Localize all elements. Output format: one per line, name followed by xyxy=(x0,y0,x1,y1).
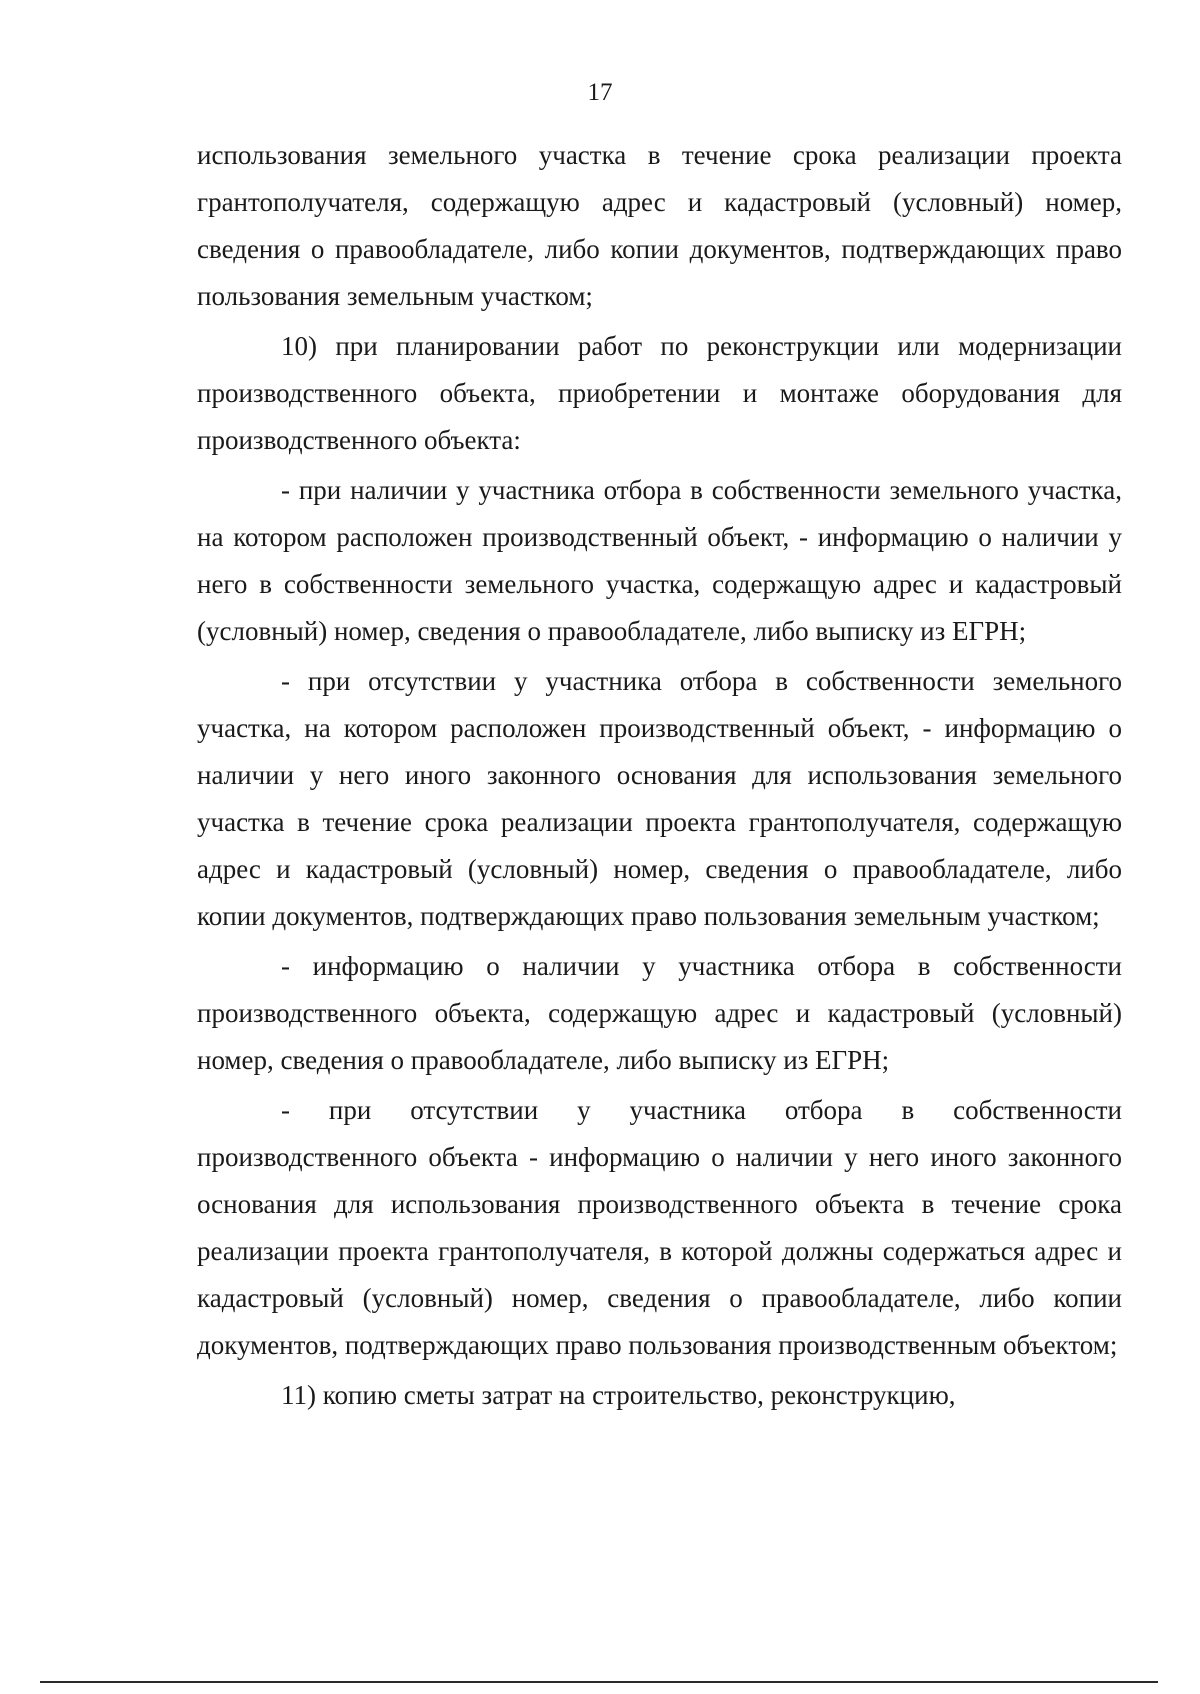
page-bottom-rule xyxy=(40,1681,1158,1683)
paragraph-item-10: 10) при планировании работ по реконструкции или модернизации производственного объекта, приобретении и монтаже оборудования для производственного объекта: xyxy=(197,331,1122,455)
paragraph-continuation: использования земельного участка в течение срока реализации проекта грантополучателя, содержащую адрес и кадастровый (условный) номер, сведения о правообладателе, либо копии документов, подтверждающих право пользования земельным участком; xyxy=(197,140,1122,311)
page-number: 17 xyxy=(587,79,613,106)
paragraph-object-ownership: - информацию о наличии у участника отбора в собственности производственного объекта, содержащую адрес и кадастровый (условный) номер, сведения о правообладателе, либо выписку из ЕГРН; xyxy=(197,951,1122,1075)
paragraph-item-11: 11) копию сметы затрат на строительство, реконструкцию, xyxy=(281,1380,956,1410)
paragraph-land-other-basis: - при отсутствии у участника отбора в собственности земельного участка, на котором расположен производственный объект, - информацию о наличии у него иного законного основания для использования земельного участка в течение срока реализации проекта грантополучателя, содержащую адрес и кадастровый (условный) номер, сведения о правообладателе, либо копии документов, подтверждающих право пользования земельным участком; xyxy=(197,666,1122,931)
paragraph-object-other-basis: - при отсутствии у участника отбора в собственности производственного объекта - информацию о наличии у него иного законного основания для использования производственного объекта в течение срока реализации проекта грантополучателя, в которой должны содержаться адрес и кадастровый (условный) номер, сведения о правообладателе, либо копии документов, подтверждающих право пользования производственным объектом; xyxy=(197,1095,1122,1360)
document-body xyxy=(197,132,1122,1422)
paragraph-land-ownership: - при наличии у участника отбора в собственности земельного участка, на котором расположен производственный объект, - информацию о наличии у него в собственности земельного участка, содержащую адрес и кадастровый (условный) номер, сведения о правообладателе, либо выписку из ЕГРН; xyxy=(197,475,1122,646)
